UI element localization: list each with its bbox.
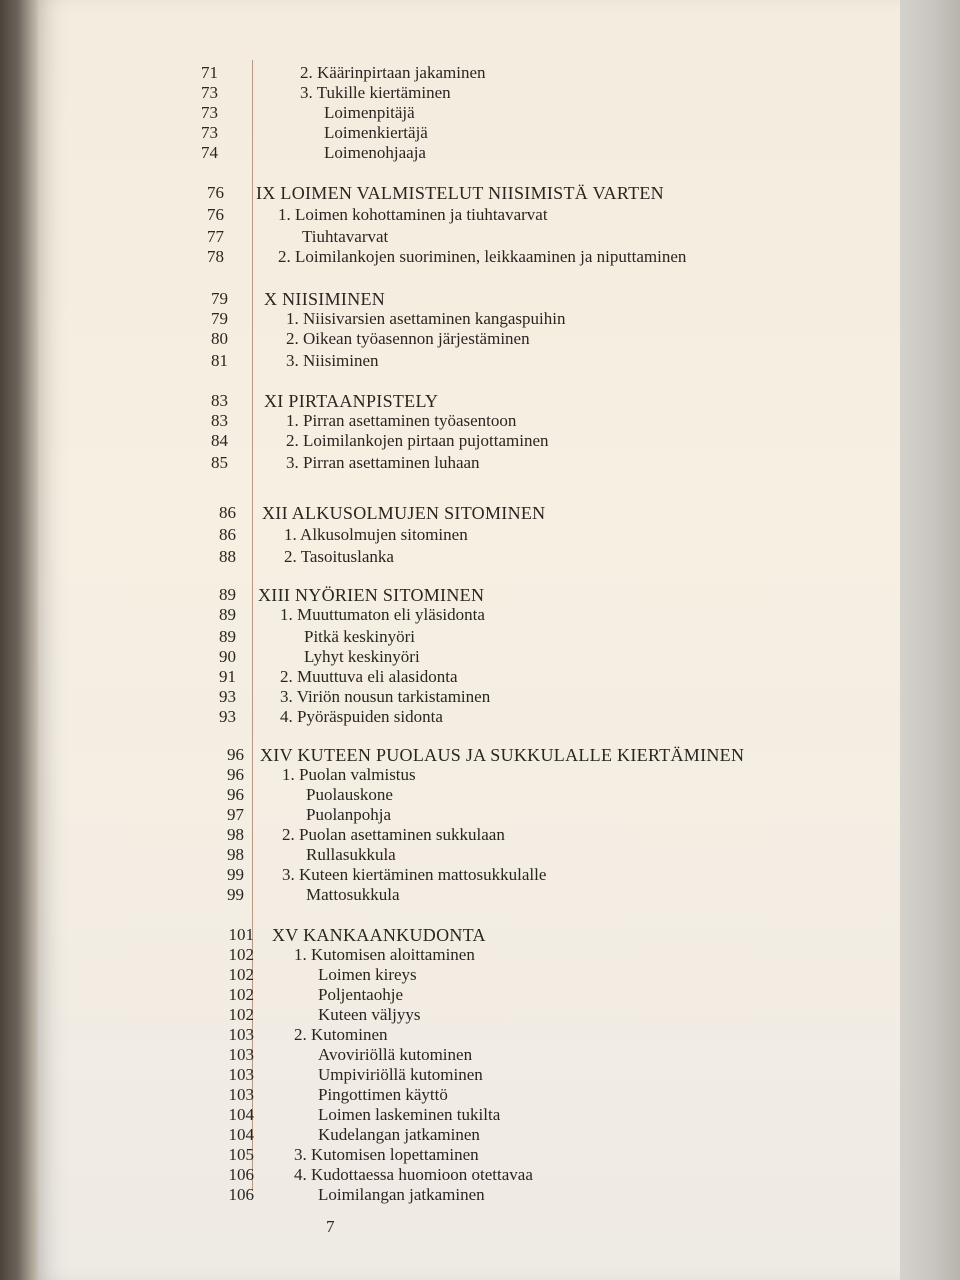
toc-section-heading [38, 390, 838, 412]
toc-entry [38, 204, 838, 226]
toc-entry-title: Pingottimen käyttö [318, 1085, 448, 1104]
toc-page-number: 77 [207, 227, 224, 246]
toc-page-number: 103 [228, 1045, 254, 1064]
toc-entry-title: 2. Tasoituslanka [284, 547, 394, 566]
toc-entry [38, 1064, 838, 1086]
toc-page-number: 76 [207, 183, 224, 202]
toc-entry [38, 706, 838, 728]
toc-page-number: 90 [219, 647, 236, 666]
toc-entry [38, 1084, 838, 1106]
page-number: 7 [326, 1217, 335, 1236]
toc-page-number: 96 [227, 765, 244, 784]
toc-section-heading [38, 744, 838, 766]
toc-page-number: 98 [227, 825, 244, 844]
toc-entry-title: Puolauskone [306, 785, 393, 804]
toc-section-title: XI PIRTAANPISTELY [264, 391, 439, 411]
toc-entry [38, 604, 838, 626]
toc-page-number: 103 [228, 1065, 254, 1084]
toc-entry [38, 122, 838, 144]
toc-page-number: 71 [201, 63, 218, 82]
toc-page-number: 79 [211, 289, 228, 308]
toc-entry-title: 1. Muuttumaton eli yläsidonta [280, 605, 485, 624]
toc-page-number: 99 [227, 885, 244, 904]
toc-entry [38, 1004, 838, 1026]
toc-entry [38, 764, 838, 786]
toc-page-number: 88 [219, 547, 236, 566]
toc-entry-title: 2. Kutominen [294, 1025, 388, 1044]
toc-entry-title: Loimenohjaaja [324, 143, 426, 162]
toc-entry-title: 3. Niisiminen [286, 351, 379, 370]
toc-page-number: 89 [219, 627, 236, 646]
toc-entry-title: Pitkä keskinyöri [304, 627, 415, 646]
toc-entry-title: Loimenpitäjä [324, 103, 415, 122]
toc-page-number: 80 [211, 329, 228, 348]
toc-entry [38, 964, 838, 986]
toc-page-number: 96 [227, 745, 244, 764]
toc-entry-title: Loimen kireys [318, 965, 417, 984]
toc-entry [38, 944, 838, 966]
toc-section-title: X NIISIMINEN [264, 289, 386, 309]
toc-page-number: 83 [211, 391, 228, 410]
toc-entry-title: Loimen laskeminen tukilta [318, 1105, 501, 1124]
toc-page-number: 81 [211, 351, 228, 370]
toc-entry [38, 824, 838, 846]
toc-entry-title: 3. Tukille kiertäminen [300, 83, 451, 102]
toc-page-number: 73 [201, 103, 218, 122]
toc-entry-title: 2. Loimilankojen pirtaan pujottaminen [286, 431, 549, 450]
toc-entry [38, 686, 838, 708]
toc-entry-title: Umpiviriöllä kutominen [318, 1065, 483, 1084]
toc-page-number: 83 [211, 411, 228, 430]
toc-page-number: 103 [228, 1085, 254, 1104]
toc-entry [38, 864, 838, 886]
toc-entry-title: 1. Kutomisen aloittaminen [294, 945, 475, 964]
toc-section-title: XV KANKAANKUDONTA [272, 925, 486, 945]
toc-page-number: 106 [228, 1165, 254, 1184]
toc-entry-title: 3. Viriön nousun tarkistaminen [280, 687, 491, 706]
toc-page-number: 103 [228, 1025, 254, 1044]
toc-page-number: 89 [219, 605, 236, 624]
toc-entry [38, 430, 838, 452]
toc-entry [38, 246, 838, 268]
toc-entry [38, 646, 838, 668]
toc-section-heading [38, 182, 838, 204]
toc-entry [38, 804, 838, 826]
toc-entry-title: Kudelangan jatkaminen [318, 1125, 480, 1144]
toc-section-title: XII ALKUSOLMUJEN SITOMINEN [262, 503, 546, 523]
toc-entry [38, 784, 838, 806]
toc-page-number: 76 [207, 205, 224, 224]
toc-entry-title: Loimilangan jatkaminen [318, 1185, 485, 1204]
toc-entry [38, 546, 838, 568]
toc-entry-title: 2. Loimilankojen suoriminen, leikkaaminen ja niputtaminen [278, 247, 687, 266]
toc-page-number: 105 [228, 1145, 254, 1164]
toc-page-number: 73 [201, 123, 218, 142]
toc-page-number: 89 [219, 585, 236, 604]
toc-page-number: 78 [207, 247, 224, 266]
toc-entry-title: 2. Muuttuva eli alasidonta [280, 667, 458, 686]
toc-page-number: 74 [201, 143, 218, 162]
toc-page-number: 84 [211, 431, 228, 450]
toc-page-number: 79 [211, 309, 228, 328]
toc-entry-title: 1. Pirran asettaminen työasentoon [286, 411, 517, 430]
toc-section-heading [38, 288, 838, 310]
toc-page-number: 85 [211, 453, 228, 472]
toc-entry [38, 1164, 838, 1186]
toc-entry [38, 142, 838, 164]
toc-entry-title: Avoviriöllä kutominen [318, 1045, 473, 1064]
toc-entry [38, 1044, 838, 1066]
toc-entry [38, 410, 838, 432]
toc-entry [38, 1184, 838, 1206]
toc-entry-title: Kuteen väljyys [318, 1005, 421, 1024]
toc-section-heading [38, 584, 838, 606]
toc-page-number: 104 [228, 1105, 254, 1124]
toc-section-title: XIV KUTEEN PUOLAUS JA SUKKULALLE KIERTÄMINEN [260, 745, 745, 765]
toc-page-number: 97 [227, 805, 244, 824]
toc-entry [38, 308, 838, 330]
toc-entry [38, 1144, 838, 1166]
toc-section-title: XIII NYÖRIEN SITOMINEN [258, 585, 485, 605]
toc-entry-title: Mattosukkula [306, 885, 400, 904]
toc-entry [38, 1104, 838, 1126]
toc-section-heading [38, 924, 838, 946]
toc-entry-title: Tiuhtavarvat [302, 227, 389, 246]
toc-entry [38, 884, 838, 906]
toc-entry-title: 3. Kuteen kiertäminen mattosukkulalle [282, 865, 547, 884]
toc-entry [38, 452, 838, 474]
toc-page-number: 91 [219, 667, 236, 686]
toc-entry [38, 62, 838, 84]
toc-entry-title: 1. Loimen kohottaminen ja tiuhtavarvat [278, 205, 548, 224]
toc-entry-title: 1. Niisivarsien asettaminen kangaspuihin [286, 309, 566, 328]
toc-entry [38, 226, 838, 248]
toc-entry [38, 1024, 838, 1046]
toc-page-number: 93 [219, 707, 236, 726]
toc-entry [38, 666, 838, 688]
toc-entry-title: 1. Alkusolmujen sitominen [284, 525, 468, 544]
toc-entry-title: 2. Käärinpirtaan jakaminen [300, 63, 486, 82]
toc-entry [38, 524, 838, 546]
toc-entry-title: Poljentaohje [318, 985, 403, 1004]
toc-page-number: 93 [219, 687, 236, 706]
toc-entry-title: 3. Pirran asettaminen luhaan [286, 453, 480, 472]
toc-page-number: 102 [228, 945, 254, 964]
toc-section-title: IX LOIMEN VALMISTELUT NIISIMISTÄ VARTEN [256, 183, 664, 203]
toc-entry-title: 3. Kutomisen lopettaminen [294, 1145, 479, 1164]
toc-entry-title: Rullasukkula [306, 845, 396, 864]
toc-page-number: 102 [228, 985, 254, 1004]
toc-entry-title: Lyhyt keskinyöri [304, 647, 420, 666]
toc-entry-title: Loimenkiertäjä [324, 123, 428, 142]
toc-page-number: 102 [228, 965, 254, 984]
toc-entry [38, 102, 838, 124]
toc-page-number: 102 [228, 1005, 254, 1024]
toc-page-number: 101 [228, 925, 254, 944]
toc-entry-title: 2. Oikean työasennon järjestäminen [286, 329, 530, 348]
toc-page-number: 86 [219, 525, 236, 544]
toc-entry [38, 984, 838, 1006]
toc-entry [38, 350, 838, 372]
toc-page-number: 106 [228, 1185, 254, 1204]
toc-entry-title: 2. Puolan asettaminen sukkulaan [282, 825, 505, 844]
toc-entry-title: 1. Puolan valmistus [282, 765, 416, 784]
toc-page-number: 104 [228, 1125, 254, 1144]
toc-entry [38, 844, 838, 866]
book-page [38, 0, 900, 1280]
toc-page-number: 98 [227, 845, 244, 864]
toc-entry [38, 1124, 838, 1146]
toc-entry [38, 626, 838, 648]
toc-page-number: 99 [227, 865, 244, 884]
toc-page-number: 96 [227, 785, 244, 804]
toc-entry-title: 4. Kudottaessa huomioon otettavaa [294, 1165, 533, 1184]
toc-entry-title: 4. Pyöräspuiden sidonta [280, 707, 443, 726]
toc-entry [38, 328, 838, 350]
toc-entry-title: Puolanpohja [306, 805, 391, 824]
background-right-edge [890, 0, 960, 1280]
toc-page-number: 73 [201, 83, 218, 102]
toc-page-number: 86 [219, 503, 236, 522]
toc-section-heading [38, 502, 838, 524]
toc-entry [38, 82, 838, 104]
